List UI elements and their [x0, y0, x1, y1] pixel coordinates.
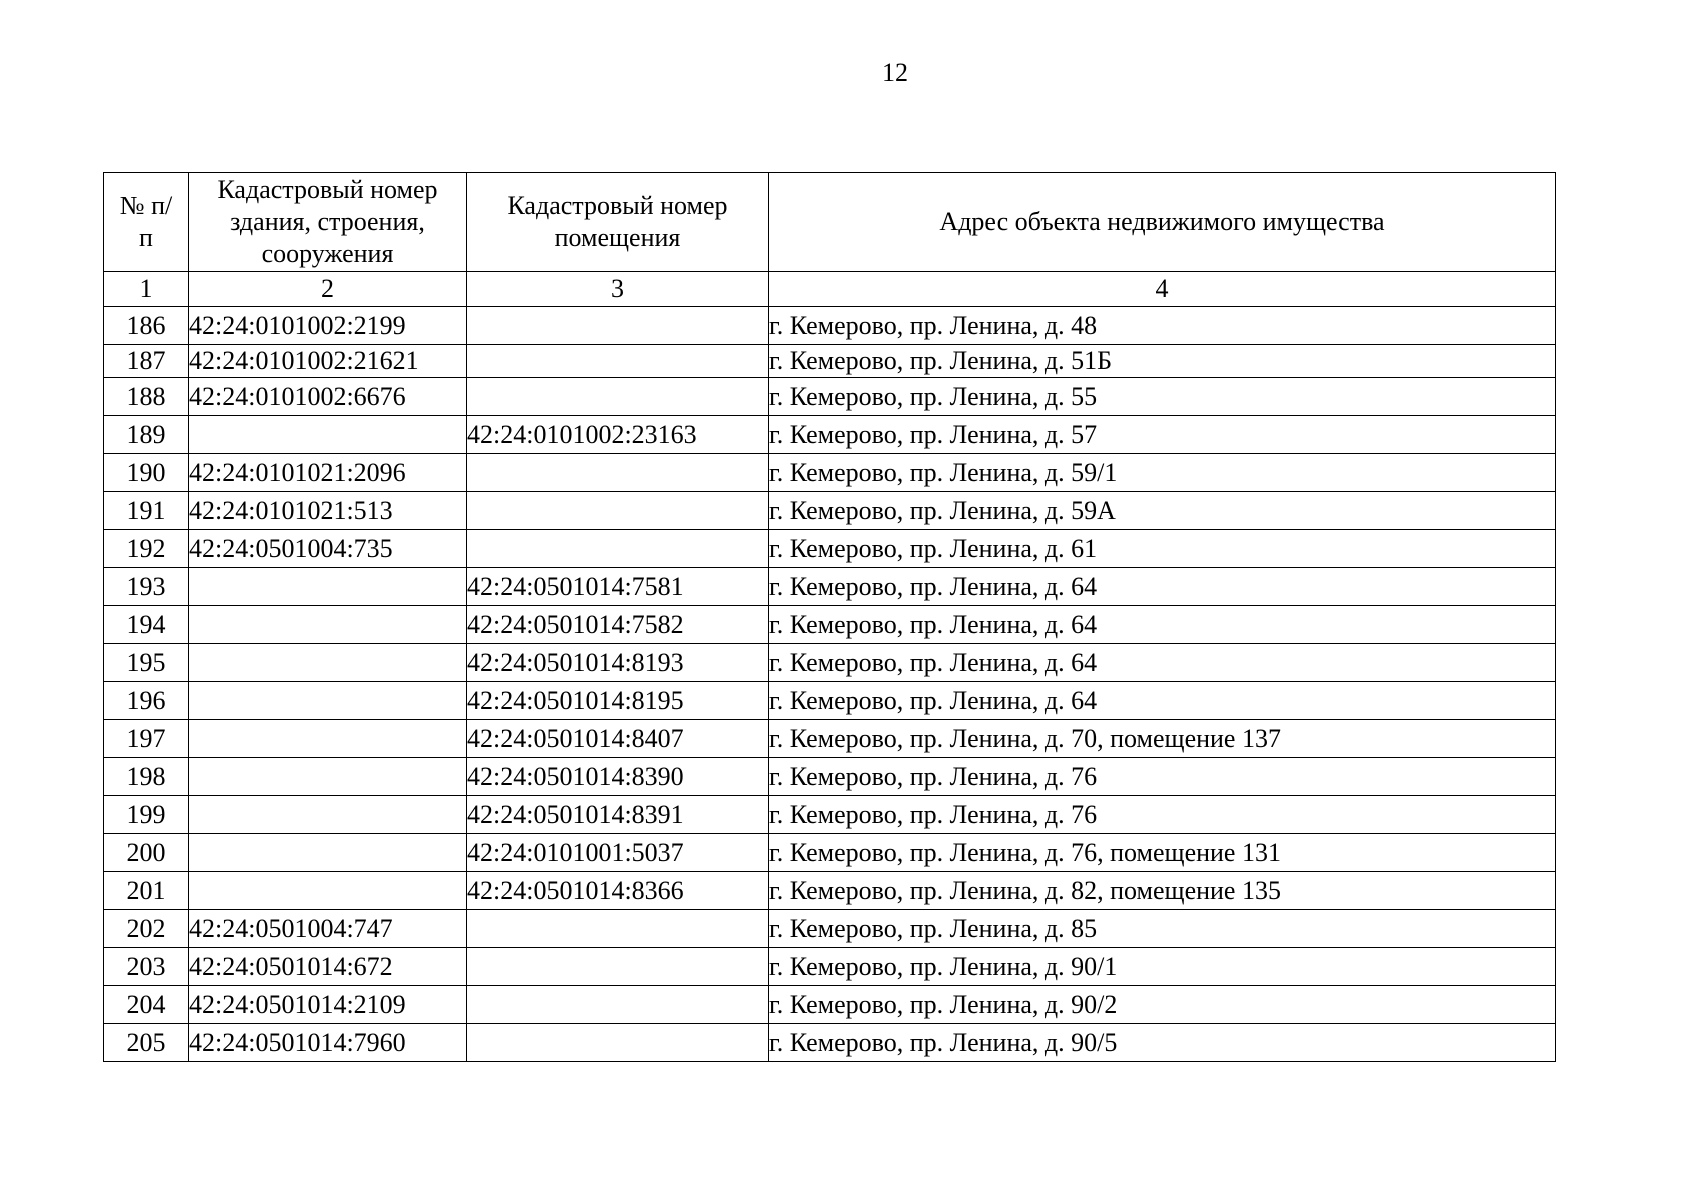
address-cell: г. Кемерово, пр. Ленина, д. 70, помещение 137 — [769, 720, 1556, 758]
building-cadastral-cell — [189, 644, 467, 682]
header-room-cadastral: Кадастровый номер помещения — [467, 173, 769, 272]
row-number-cell: 200 — [104, 834, 189, 872]
header-address: Адрес объекта недвижимого имущества — [769, 173, 1556, 272]
address-cell: г. Кемерово, пр. Ленина, д. 48 — [769, 307, 1556, 345]
room-cadastral-cell: 42:24:0501014:8391 — [467, 796, 769, 834]
address-cell: г. Кемерово, пр. Ленина, д. 64 — [769, 682, 1556, 720]
column-index: 3 — [467, 272, 769, 307]
building-cadastral-cell: 42:24:0501014:7960 — [189, 1024, 467, 1062]
row-number-cell: 201 — [104, 872, 189, 910]
row-number-cell: 188 — [104, 378, 189, 416]
room-cadastral-cell: 42:24:0501014:7582 — [467, 606, 769, 644]
row-number-cell: 204 — [104, 986, 189, 1024]
row-number-cell: 198 — [104, 758, 189, 796]
table-row — [104, 492, 1556, 530]
building-cadastral-cell: 42:24:0101002:2199 — [189, 307, 467, 345]
table-row — [104, 530, 1556, 568]
page-number: 12 — [882, 58, 908, 87]
room-cadastral-cell: 42:24:0501014:8366 — [467, 872, 769, 910]
row-number-cell: 195 — [104, 644, 189, 682]
building-cadastral-cell: 42:24:0101002:21621 — [189, 345, 467, 378]
column-index-row — [104, 272, 1556, 307]
room-cadastral-cell — [467, 378, 769, 416]
column-index: 1 — [104, 272, 189, 307]
header-building-cadastral: Кадастровый номер здания, строения, сооружения — [189, 173, 467, 272]
row-number-cell: 192 — [104, 530, 189, 568]
table-row — [104, 872, 1556, 910]
address-cell: г. Кемерово, пр. Ленина, д. 64 — [769, 568, 1556, 606]
row-number-cell: 187 — [104, 345, 189, 378]
building-cadastral-cell: 42:24:0101002:6676 — [189, 378, 467, 416]
address-cell: г. Кемерово, пр. Ленина, д. 76 — [769, 758, 1556, 796]
room-cadastral-cell — [467, 910, 769, 948]
column-index: 2 — [189, 272, 467, 307]
building-cadastral-cell — [189, 720, 467, 758]
table-row — [104, 948, 1556, 986]
row-number-cell: 186 — [104, 307, 189, 345]
table-row — [104, 796, 1556, 834]
table-row — [104, 416, 1556, 454]
room-cadastral-cell — [467, 986, 769, 1024]
building-cadastral-cell: 42:24:0501014:672 — [189, 948, 467, 986]
column-index: 4 — [769, 272, 1556, 307]
table-row — [104, 834, 1556, 872]
address-cell: г. Кемерово, пр. Ленина, д. 59А — [769, 492, 1556, 530]
address-cell: г. Кемерово, пр. Ленина, д. 59/1 — [769, 454, 1556, 492]
building-cadastral-cell — [189, 606, 467, 644]
address-cell: г. Кемерово, пр. Ленина, д. 64 — [769, 644, 1556, 682]
row-number-cell: 205 — [104, 1024, 189, 1062]
building-cadastral-cell: 42:24:0501014:2109 — [189, 986, 467, 1024]
table-row — [104, 720, 1556, 758]
table-row — [104, 568, 1556, 606]
building-cadastral-cell — [189, 872, 467, 910]
room-cadastral-cell — [467, 345, 769, 378]
building-cadastral-cell — [189, 796, 467, 834]
room-cadastral-cell — [467, 492, 769, 530]
row-number-cell: 191 — [104, 492, 189, 530]
room-cadastral-cell — [467, 948, 769, 986]
address-cell: г. Кемерово, пр. Ленина, д. 90/1 — [769, 948, 1556, 986]
header-number: № п/п — [104, 173, 189, 272]
room-cadastral-cell: 42:24:0501014:8390 — [467, 758, 769, 796]
building-cadastral-cell: 42:24:0101021:513 — [189, 492, 467, 530]
building-cadastral-cell: 42:24:0501004:735 — [189, 530, 467, 568]
row-number-cell: 203 — [104, 948, 189, 986]
row-number-cell: 199 — [104, 796, 189, 834]
address-cell: г. Кемерово, пр. Ленина, д. 76, помещение 131 — [769, 834, 1556, 872]
address-cell: г. Кемерово, пр. Ленина, д. 51Б — [769, 345, 1556, 378]
table-row — [104, 986, 1556, 1024]
room-cadastral-cell: 42:24:0501014:7581 — [467, 568, 769, 606]
address-cell: г. Кемерово, пр. Ленина, д. 61 — [769, 530, 1556, 568]
room-cadastral-cell — [467, 454, 769, 492]
row-number-cell: 189 — [104, 416, 189, 454]
room-cadastral-cell: 42:24:0101001:5037 — [467, 834, 769, 872]
room-cadastral-cell — [467, 1024, 769, 1062]
room-cadastral-cell — [467, 307, 769, 345]
property-table — [103, 172, 1556, 1062]
building-cadastral-cell: 42:24:0101021:2096 — [189, 454, 467, 492]
table-row — [104, 758, 1556, 796]
address-cell: г. Кемерово, пр. Ленина, д. 76 — [769, 796, 1556, 834]
building-cadastral-cell — [189, 758, 467, 796]
building-cadastral-cell: 42:24:0501004:747 — [189, 910, 467, 948]
address-cell: г. Кемерово, пр. Ленина, д. 64 — [769, 606, 1556, 644]
room-cadastral-cell: 42:24:0501014:8195 — [467, 682, 769, 720]
table-row — [104, 378, 1556, 416]
address-cell: г. Кемерово, пр. Ленина, д. 90/2 — [769, 986, 1556, 1024]
room-cadastral-cell: 42:24:0501014:8193 — [467, 644, 769, 682]
address-cell: г. Кемерово, пр. Ленина, д. 82, помещение 135 — [769, 872, 1556, 910]
table-row — [104, 1024, 1556, 1062]
building-cadastral-cell — [189, 682, 467, 720]
table-row — [104, 606, 1556, 644]
row-number-cell: 202 — [104, 910, 189, 948]
address-cell: г. Кемерово, пр. Ленина, д. 90/5 — [769, 1024, 1556, 1062]
table-row — [104, 682, 1556, 720]
table-body — [104, 307, 1556, 1062]
row-number-cell: 196 — [104, 682, 189, 720]
building-cadastral-cell — [189, 416, 467, 454]
row-number-cell: 190 — [104, 454, 189, 492]
building-cadastral-cell — [189, 568, 467, 606]
room-cadastral-cell: 42:24:0501014:8407 — [467, 720, 769, 758]
building-cadastral-cell — [189, 834, 467, 872]
row-number-cell: 197 — [104, 720, 189, 758]
table-row — [104, 910, 1556, 948]
address-cell: г. Кемерово, пр. Ленина, д. 57 — [769, 416, 1556, 454]
table-row — [104, 644, 1556, 682]
table-row — [104, 307, 1556, 345]
table-row — [104, 454, 1556, 492]
room-cadastral-cell — [467, 530, 769, 568]
table-row — [104, 345, 1556, 378]
address-cell: г. Кемерово, пр. Ленина, д. 85 — [769, 910, 1556, 948]
address-cell: г. Кемерово, пр. Ленина, д. 55 — [769, 378, 1556, 416]
room-cadastral-cell: 42:24:0101002:23163 — [467, 416, 769, 454]
header-row — [104, 173, 1556, 272]
row-number-cell: 193 — [104, 568, 189, 606]
row-number-cell: 194 — [104, 606, 189, 644]
